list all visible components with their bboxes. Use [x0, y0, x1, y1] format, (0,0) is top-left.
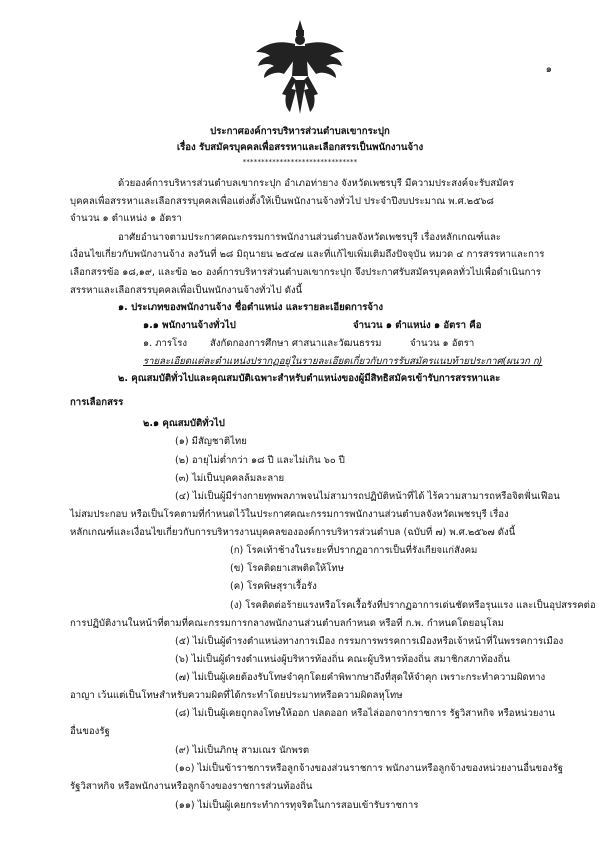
list-item-cont: อื่นของรัฐ	[70, 726, 110, 737]
divider: *******************************	[242, 158, 358, 166]
paragraph-line: อาศัยอำนาจตามประกาศคณะกรรมการพนักงานส่วนตำบลจังหวัดเพชรบุรี เรื่องหลักเกณฑ์และ	[118, 232, 502, 243]
list-item: (๔) ไม่เป็นผู้มีร่างกายทุพพลภาพจนไม่สามารถปฏิบัติหน้าที่ได้ ไร้ความสามารถหรือจิตฟั่นเฟือน	[175, 491, 560, 502]
announcement-subject: เรื่อง รับสมัครบุคคลเพื่อสรรหาและเลือกสรรเป็นพนักงานจ้าง	[176, 142, 424, 153]
list-item: (๗) ไม่เป็นผู้เคยต้องรับโทษจำคุกโดยคำพิพากษาถึงที่สุดให้จำคุก เพราะกระทำความผิดทาง	[175, 672, 546, 683]
list-item: (๑๐) ไม่เป็นข้าราชการหรือลูกจ้างของส่วนราชการ พนักงานหรือลูกจ้างของหน่วยงานอื่นของรัฐ	[175, 763, 564, 774]
announcement-title: ประกาศองค์การบริหารส่วนตำบลเขากระปุก	[210, 126, 390, 137]
paragraph-line: สรรหาและเลือกสรรบุคคลเพื่อเป็นพนักงานจ้างทั่วไป ดังนี้	[70, 285, 303, 296]
position-count: จำนวน ๑ ตำแหน่ง ๑ อัตรา คือ	[353, 320, 482, 331]
position-name: ๑. ภารโรง	[143, 338, 188, 349]
paragraph-line: บุคคลเพื่อสรรหาและเลือกสรรบุคคลเพื่อแต่งตั้งให้เป็นพนักงานจ้างทั่วไป ประจำปีงบประมาณ พ.ศ.๒๕๖๘	[70, 196, 494, 207]
list-item-cont: หลักเกณฑ์และเงื่อนไขเกี่ยวกับการบริหารงานบุคคลขององค์การบริหารส่วนตำบล (ฉบับที่ ๗) พ.ศ.๒๕๖๗ ดังนี้	[70, 527, 516, 538]
sub-list-item: (ก) โรคเท้าช้างในระยะที่ปรากฏอาการเป็นที่รังเกียจแก่สังคม	[230, 545, 478, 556]
paragraph-line: ด้วยองค์การบริหารส่วนตำบลเขากระปุก อำเภอท่ายาง จังหวัดเพชรบุรี มีความประสงค์จะรับสมัคร	[118, 178, 514, 189]
list-item: (๑๑) ไม่เป็นผู้เคยกระทำการทุจริตในการสอบเข้ารับราชการ	[175, 800, 419, 811]
section-heading: ๒. คุณสมบัติทั่วไปและคุณสมบัติเฉพาะสำหรับตำแหน่งของผู้มีสิทธิสมัครเข้ารับการสรรหาและ	[118, 373, 501, 384]
list-item: (๑) มีสัญชาติไทย	[175, 436, 247, 447]
section-heading-cont: การเลือกสรร	[70, 397, 124, 408]
sub-list-item: (ค) โรคพิษสุราเรื้อรัง	[230, 581, 317, 592]
list-item-cont: อาญา เว้นแต่เป็นโทษสำหรับความผิดที่ได้กระทำโดยประมาทหรือความผิดลหุโทษ	[70, 690, 403, 701]
paragraph-line: เลือกสรรข้อ ๑๘,๑๙, และข้อ ๒๐ องค์การบริหารส่วนตำบลเขากระปุก จึงประกาศรับสมัครบุคคลทั่วไปเพื่อดำเนินการ	[70, 267, 541, 278]
list-item-cont: ไม่สมประกอบ หรือเป็นโรคตามที่กำหนดไว้ในประกาศคณะกรรมการพนักงานส่วนตำบลจังหวัดเพชรบุรี เรื่อง	[70, 509, 509, 520]
paragraph-line: จำนวน ๑ ตำแหน่ง ๑ อัตรา	[70, 213, 182, 224]
attachment-note: รายละเอียดแต่ละตำแหน่งปรากฏอยู่ในรายละเอียดเกี่ยวกับการรับสมัครแนบท้ายประกาศ(ผนวก ก)	[143, 356, 543, 367]
position-department: สังกัดกองการศึกษา ศาสนาและวัฒนธรรม	[210, 338, 382, 349]
list-item: (๒) อายุไม่ต่ำกว่า ๑๘ ปี และไม่เกิน ๖๐ ปี	[175, 455, 345, 466]
list-item: (๙) ไม่เป็นภิกษุ สามเณร นักพรต	[175, 745, 310, 756]
subsection-heading: ๒.๑ คุณสมบัติทั่วไป	[143, 418, 225, 429]
sub-list-item-cont: การปฏิบัติงานในหน้าที่ตามที่คณะกรรมการกลางพนักงานส่วนตำบลกำหนด หรือที่ ก.พ. กำหนดโดยอนุโลม	[70, 618, 504, 629]
list-item-cont: รัฐวิสาหกิจ หรือพนักงานหรือลูกจ้างของราชการส่วนท้องถิ่น	[70, 781, 313, 792]
paragraph-line: เงื่อนไขเกี่ยวกับพนักงานจ้าง ลงวันที่ ๒๘ มิถุนายน ๒๕๔๗ และที่แก้ไขเพิ่มเติมถึงปัจจุบัน หมวด ๔ การสรรหาและการ	[70, 249, 545, 260]
garuda-emblem	[252, 18, 348, 118]
sub-list-item: (ง) โรคติดต่อร้ายแรงหรือโรคเรื้อรังที่ปรากฏอาการเด่นชัดหรือรุนแรง และเป็นอุปสรรคต่อ	[230, 600, 596, 611]
section-heading: ๑. ประเภทของพนักงานจ้าง ชื่อตำแหน่ง และรายละเอียดการจ้าง	[118, 302, 384, 313]
page-number: ๑	[545, 64, 552, 75]
subsection-heading: ๑.๑ พนักงานจ้างทั่วไป	[143, 320, 236, 331]
list-item: (๘) ไม่เป็นผู้เคยถูกลงโทษให้ออก ปลดออก หรือไล่ออกจากราชการ รัฐวิสาหกิจ หรือหน่วยงาน	[175, 708, 556, 719]
list-item: (๖) ไม่เป็นผู้ดำรงตำแหน่งผู้บริหารท้องถิ่น คณะผู้บริหารท้องถิ่น สมาชิกสภาท้องถิ่น	[175, 654, 511, 665]
position-quota: จำนวน ๑ อัตรา	[410, 338, 475, 349]
list-item: (๓) ไม่เป็นบุคคลล้มละลาย	[175, 473, 285, 484]
sub-list-item: (ข) โรคติดยาเสพติดให้โทษ	[230, 563, 345, 574]
list-item: (๕) ไม่เป็นผู้ดำรงตำแหน่งทางการเมือง กรรมการพรรคการเมืองหรือเจ้าหน้าที่ในพรรคการเมือง	[175, 636, 564, 647]
